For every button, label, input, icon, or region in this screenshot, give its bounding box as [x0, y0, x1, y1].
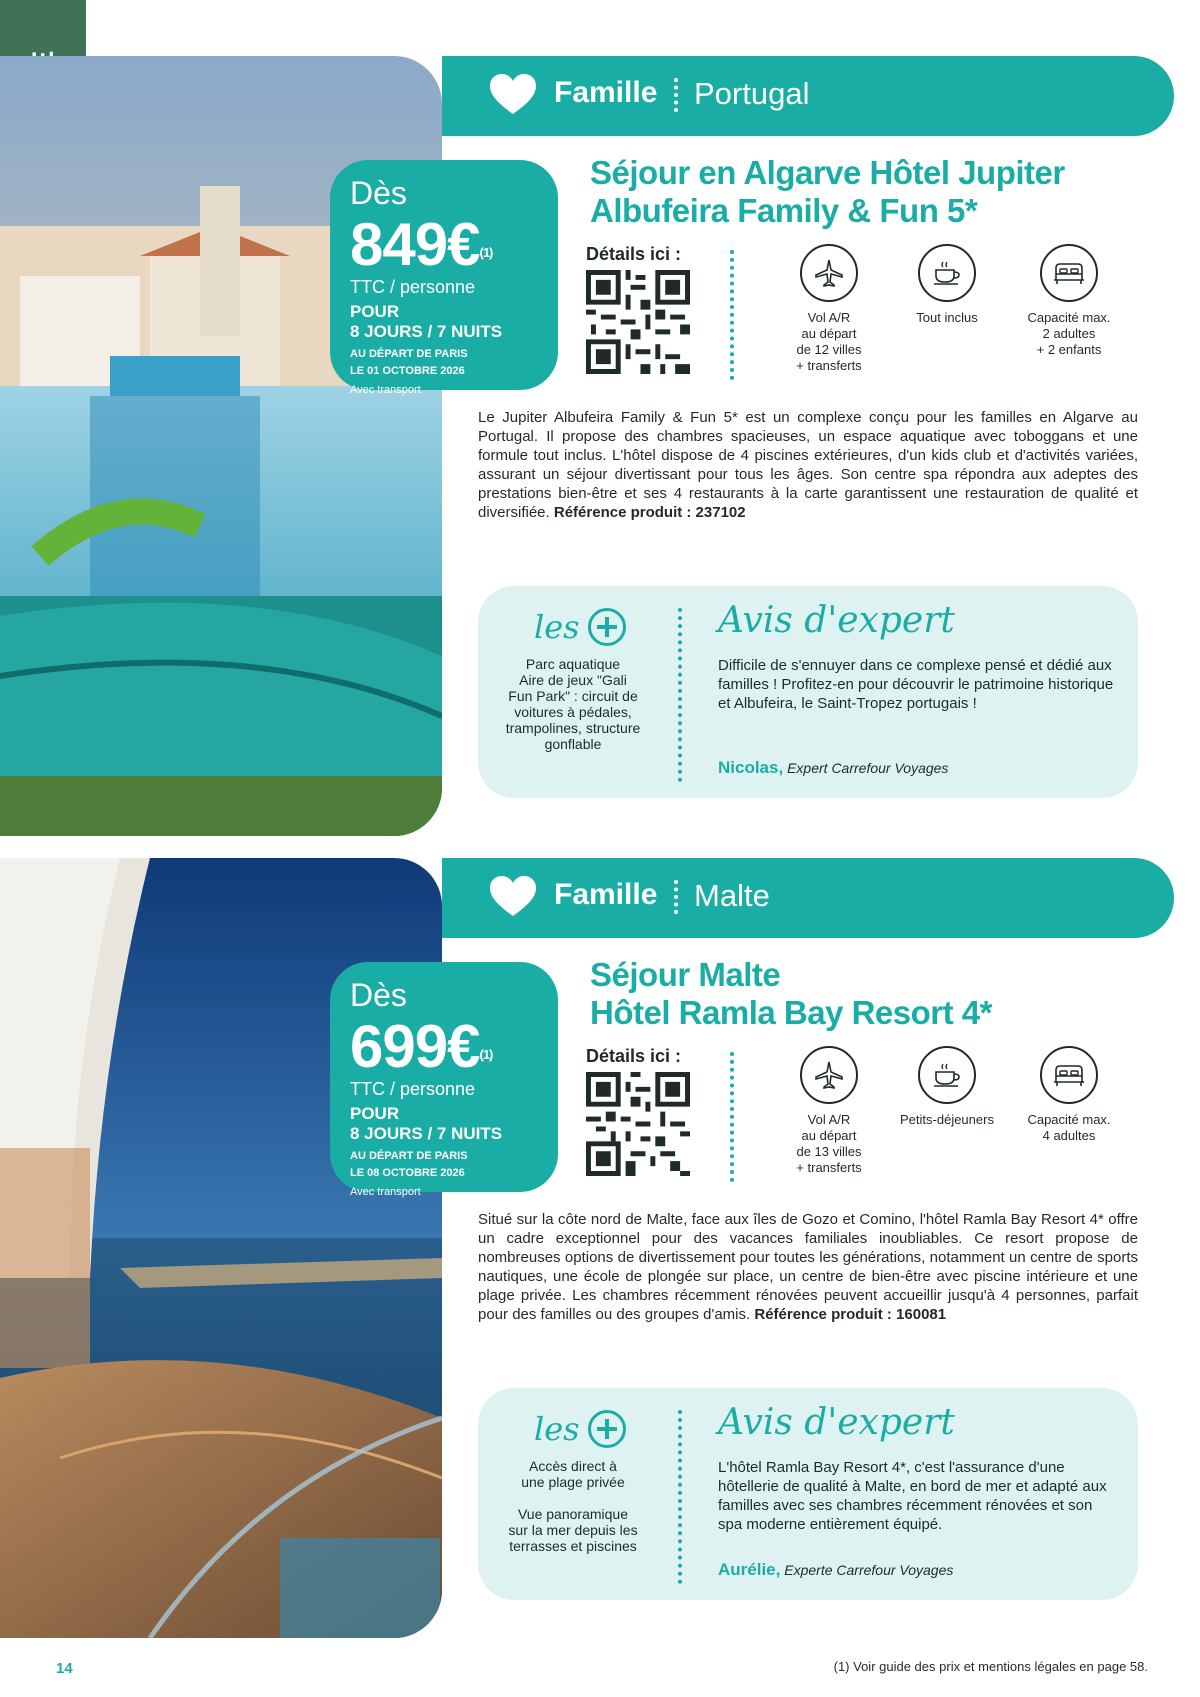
category-label: Famille [554, 878, 658, 911]
feature-text: Capacité max. 2 adultes + 2 enfants [1027, 310, 1111, 357]
bed-icon [1040, 1046, 1098, 1104]
product-reference: Référence produit : 237102 [553, 504, 746, 521]
price-from: Dès [350, 175, 407, 211]
offer-description: Situé sur la côte nord de Malte, face aux îles de Gozo et Comino, l'hôtel Ramla Bay Resort 4* offre un cadre exceptionnel pour des vacances familiales inoubliables. Ce resort propose de nombreuses options de divertissement pour toutes les générations, notamment un centre de sports nautiques, une école de plongée sur place, un centre de bien-être avec piscine intérieure et une plage privée. Les chambres récemment rénovées peuvent accueillir jusqu'à 4 personnes, parfait pour des familles ou des groupes d'amis. Référence produit : 160081 [478, 1211, 1138, 1323]
plus-heading: les [534, 1410, 626, 1448]
feature-text: Tout inclus [916, 310, 978, 325]
banner-separator [674, 78, 678, 112]
legal-footnote: (1) Voir guide des prix et mentions légales en page 58. [833, 1659, 1148, 1674]
qr-code[interactable] [586, 1072, 690, 1176]
bed-icon [1040, 244, 1098, 302]
destination-label: Portugal [694, 76, 810, 111]
feature-capacity [1004, 244, 1134, 358]
price-from: Dès [350, 977, 407, 1013]
qr-code[interactable] [586, 270, 690, 374]
destination-label: Malte [694, 878, 770, 913]
price-box [330, 160, 558, 396]
price-amount: 849€$^{(1)}$ [350, 211, 493, 278]
feature-capacity [1004, 1046, 1134, 1144]
plus-icon [588, 1410, 626, 1448]
price-duration: 8 JOURS / 7 NUITS [350, 1124, 503, 1143]
price-duration: 8 JOURS / 7 NUITS [350, 322, 503, 341]
plus-icon [588, 608, 626, 646]
feature-text: Vol A/R au départ de 13 villes + transferts [796, 1112, 862, 1175]
avis-text: L'hôtel Ramla Bay Resort 4*, c'est l'assurance d'une hôtellerie de qualité à Malte, en bord de mer et adapté aux familles avec ses chambres récemment rénovées et son spa moderne entièrement équipé. [718, 1459, 1107, 1533]
departure-city: AU DÉPART DE PARIS [350, 348, 468, 360]
expert-signature: Aurélie, Experte Carrefour Voyages [718, 1560, 954, 1579]
price-ttc: TTC / personne [350, 277, 476, 297]
feature-text: Vol A/R au départ de 12 villes + transferts [796, 310, 862, 373]
feature-text: Petits-déjeuners [900, 1112, 994, 1127]
offer-title: Séjour Malte Hôtel Ramla Bay Resort 4* [590, 956, 992, 1031]
expert-separator [678, 1410, 682, 1584]
offer-card-malte [0, 842, 1200, 1642]
price-pour: POUR [350, 1104, 400, 1123]
category-banner [442, 56, 1174, 136]
plane-icon [800, 244, 858, 302]
feature-flight [764, 1046, 894, 1176]
plus-list: Accès direct à une plage privée Vue panoramique sur la mer depuis les terrasses et piscines [508, 1458, 638, 1554]
plus-heading: les [534, 608, 626, 646]
product-reference: Référence produit : 160081 [754, 1306, 947, 1323]
expert-box [478, 1388, 1138, 1600]
departure-date: LE 01 OCTOBRE 2026 [350, 365, 465, 377]
banner-separator [674, 880, 678, 914]
feature-meals [882, 1046, 1012, 1128]
avis-heading: Avis d'expert [718, 600, 955, 641]
expert-separator [678, 608, 682, 782]
feature-meals [882, 244, 1012, 326]
expert-signature: Nicolas, Expert Carrefour Voyages [718, 758, 949, 777]
plane-icon [800, 1046, 858, 1104]
qr-label: Détails ici : [586, 244, 682, 264]
cup-icon [918, 1046, 976, 1104]
price-ttc: TTC / personne [350, 1079, 476, 1099]
category-banner [442, 858, 1174, 938]
page-number: 14 [56, 1660, 73, 1677]
price-amount: 699€$^{(1)}$ [350, 1013, 493, 1080]
feature-flight [764, 244, 894, 374]
expert-box [478, 586, 1138, 798]
price-box [330, 962, 558, 1198]
offer-title: Séjour en Algarve Hôtel Jupiter Albufeira Family & Fun 5* [590, 154, 1065, 229]
qr-label: Détails ici : [586, 1046, 682, 1066]
category-label: Famille [554, 76, 658, 109]
offer-card-portugal [0, 40, 1200, 840]
transport-note: Avec transport [350, 1186, 421, 1198]
avis-text: Difficile de s'ennuyer dans ce complexe pensé et dédié aux familles ! Profitez-en pour découvrir le patrimoine historique et Albufeira, le Saint-Tropez portugais ! [718, 657, 1114, 712]
price-pour: POUR [350, 302, 400, 321]
qr-separator [730, 1052, 734, 1182]
avis-heading: Avis d'expert [718, 1402, 955, 1443]
departure-date: LE 08 OCTOBRE 2026 [350, 1167, 465, 1179]
qr-separator [730, 250, 734, 380]
heart-icon [490, 74, 536, 116]
heart-icon [490, 876, 536, 918]
feature-text: Capacité max. 4 adultes [1027, 1112, 1111, 1143]
offer-description: Le Jupiter Albufeira Family & Fun 5* est un complexe conçu pour les familles en Algarve au Portugal. Il propose des chambres spacieuses, un espace aquatique avec toboggans et une formule tout inclus. L'hôtel dispose de 4 piscines extérieures, d'un kids club et d'activités variées, assurant un séjour divertissant pour tous les âges. Son centre spa répondra aux adeptes des prestations bien-être et ses 4 restaurants à la carte garantissent une restauration de qualité et diversifiée. Référence produit : 237102 [478, 409, 1138, 521]
departure-city: AU DÉPART DE PARIS [350, 1150, 468, 1162]
cup-icon [918, 244, 976, 302]
transport-note: Avec transport [350, 384, 421, 396]
plus-list: Parc aquatique Aire de jeux "Gali Fun Park" : circuit de voitures à pédales, trampolines, structure gonflable [505, 656, 641, 752]
